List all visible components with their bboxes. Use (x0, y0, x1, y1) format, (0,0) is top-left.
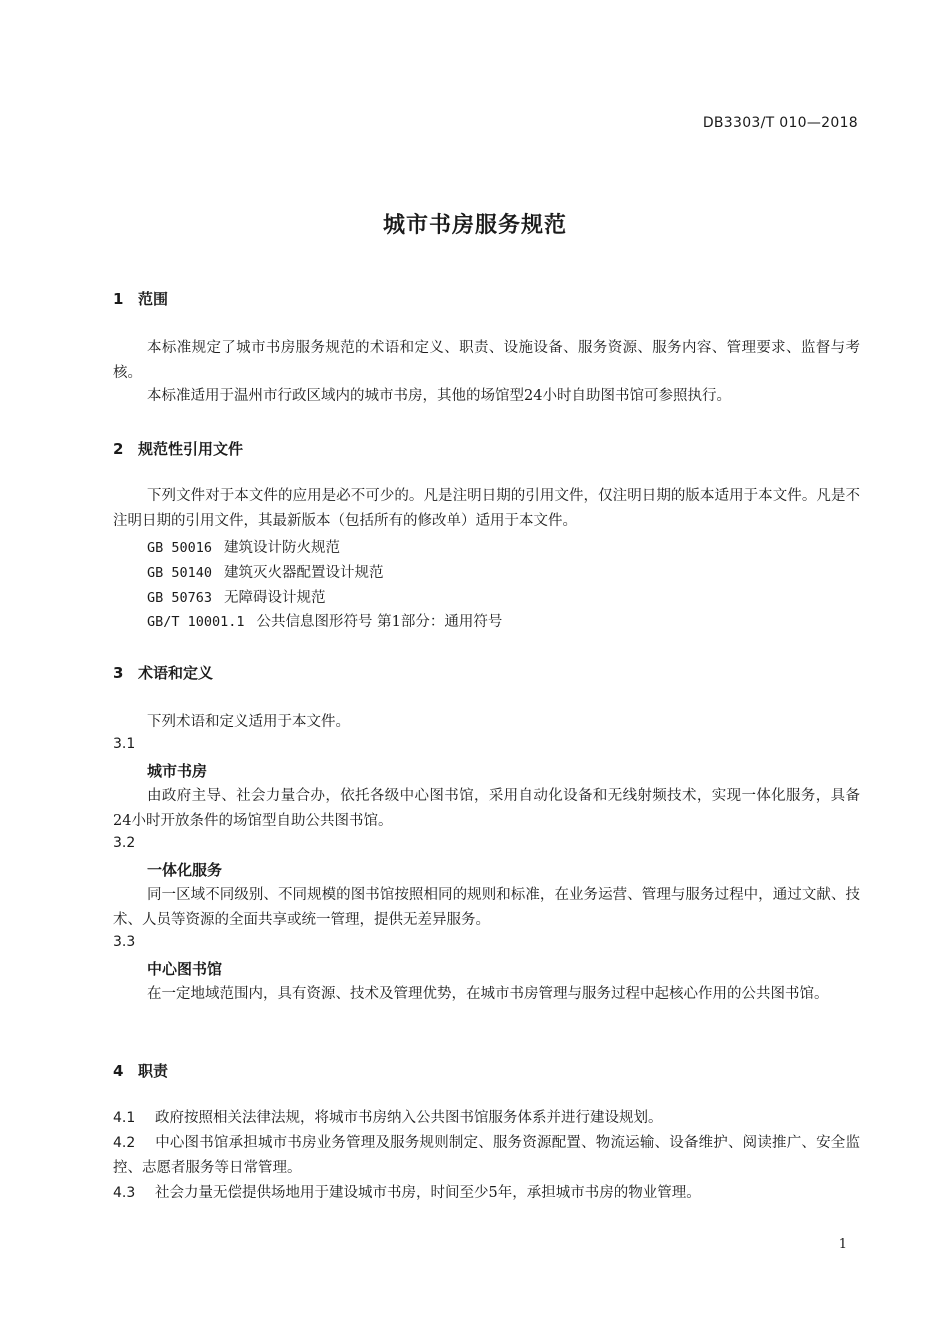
document-title: 城市书房服务规范 (382, 213, 567, 238)
term-title: 一体化服务 (147, 861, 223, 879)
standard-number: DB3303/T 010—2018 (702, 115, 858, 131)
reference-item (147, 561, 384, 582)
reference-code: GB 50016 (147, 540, 213, 556)
section-number: 3 (113, 664, 124, 682)
clause-number: 4.2 (113, 1135, 136, 1151)
reference-item (147, 536, 340, 557)
term-number: 3.3 (113, 934, 136, 950)
reference-code: GB 50763 (147, 590, 213, 606)
reference-item (147, 586, 326, 607)
reference-code: GB 50140 (147, 565, 213, 581)
term-number: 3.2 (113, 835, 136, 851)
term-definition: 在一定地域范围内，具有资源、技术及管理优势，在城市书房管理与服务过程中起核心作用的公共图书馆。 (147, 986, 829, 1002)
clause-text: 社会力量无偿提供场地用于建设城市书房，时间至少5年，承担城市书房的物业管理。 (155, 1185, 701, 1201)
reference-name: 建筑灭火器配置设计规范 (224, 565, 384, 581)
reference-name: 公共信息图形符号 第1部分：通用符号 (256, 614, 503, 630)
paragraph: 下列术语和定义适用于本文件。 (147, 714, 350, 730)
term-definition: 由政府主导、社会力量合办，依托各级中心图书馆，采用自动化设备和无线射频技术，实现一体化服务，具备24小时开放条件的场馆型自助公共图书馆。 (113, 788, 860, 829)
section-title: 术语和定义 (138, 664, 214, 682)
clause (113, 1131, 860, 1180)
section-number: 4 (113, 1062, 124, 1080)
section-title: 职责 (138, 1062, 169, 1080)
clause (113, 1181, 860, 1206)
reference-name: 无障碍设计规范 (224, 590, 326, 606)
clause-number: 4.3 (113, 1185, 136, 1201)
section-4-heading (113, 1060, 168, 1081)
term-title: 中心图书馆 (147, 960, 223, 978)
clause-text: 政府按照相关法律法规，将城市书房纳入公共图书馆服务体系并进行建设规划。 (155, 1110, 663, 1126)
section-number: 2 (113, 440, 124, 458)
section-title: 规范性引用文件 (138, 440, 244, 458)
paragraph: 下列文件对于本文件的应用是必不可少的。凡是注明日期的引用文件，仅注明日期的版本适用于本文件。凡是不注明日期的引用文件，其最新版本（包括所有的修改单）适用于本文件。 (113, 488, 860, 529)
clause (113, 1106, 860, 1131)
reference-item (147, 610, 502, 631)
section-2-heading (113, 438, 243, 459)
clause-number: 4.1 (113, 1110, 136, 1126)
paragraph: 本标准规定了城市书房服务规范的术语和定义、职责、设施设备、服务资源、服务内容、管理要求、监督与考核。 (113, 340, 860, 381)
section-1-heading (113, 288, 168, 309)
section-title: 范围 (138, 290, 169, 308)
reference-name: 建筑设计防火规范 (224, 540, 341, 556)
term-number: 3.1 (113, 736, 136, 752)
page-number: 1 (838, 1237, 847, 1252)
section-number: 1 (113, 290, 124, 308)
clause-text: 中心图书馆承担城市书房业务管理及服务规则制定、服务资源配置、物流运输、设备维护、阅读推广、安全监控、志愿者服务等日常管理。 (113, 1135, 860, 1176)
section-3-heading (113, 662, 213, 683)
term-definition: 同一区域不同级别、不同规模的图书馆按照相同的规则和标准，在业务运营、管理与服务过程中，通过文献、技术、人员等资源的全面共享或统一管理，提供无差异服务。 (113, 887, 860, 928)
paragraph: 本标准适用于温州市行政区域内的城市书房，其他的场馆型24小时自助图书馆可参照执行。 (147, 388, 731, 404)
reference-code: GB/T 10001.1 (147, 614, 245, 630)
term-title: 城市书房 (147, 762, 208, 780)
